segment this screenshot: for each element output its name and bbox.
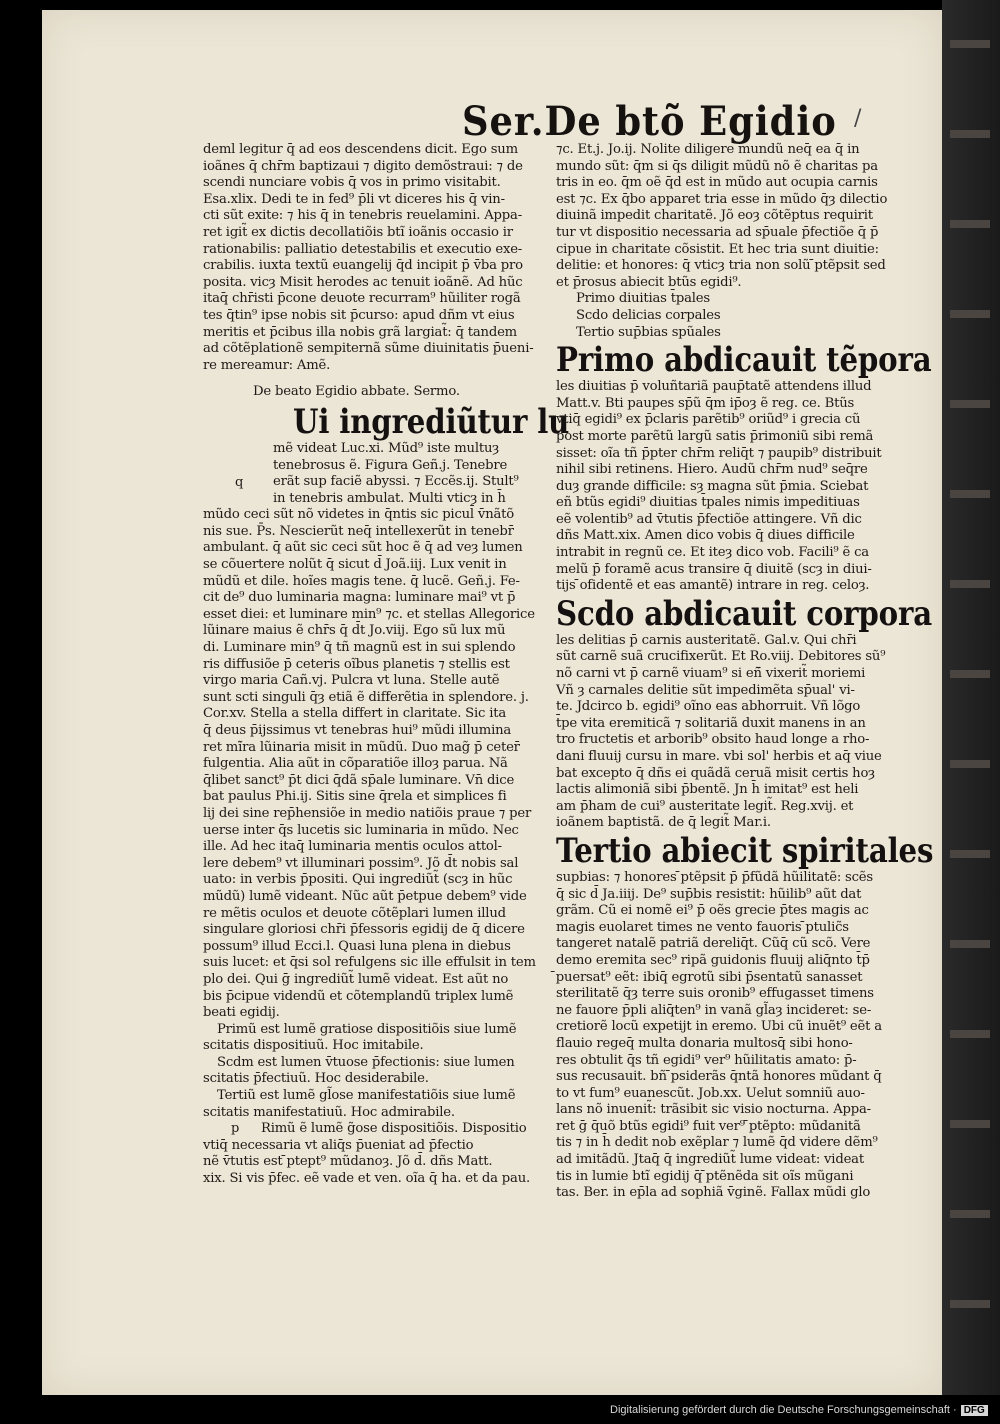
text-line: ̄puersat⁹ eẽt: ibiq̄ egrotũ sibi p̄sentatũ sanasset bbox=[556, 969, 863, 985]
text-line: Esa.xlix. Dedi te in fed⁹ p̄li vt diceres his q̄ vin- bbox=[203, 191, 505, 207]
subheading-primo: Primo abdicauit tẽpora bbox=[556, 340, 932, 381]
text-line: ne fauore p̄pli aliq̄ten⁹ in vanã gl̃aȝ incideret: se- bbox=[556, 1002, 872, 1018]
spine-texture bbox=[950, 1120, 990, 1128]
text-line: demo eremita sec⁹ ripã guidonis fluuij aliq̄nto t̄p̄ bbox=[556, 952, 870, 968]
text-line: ad imitãdũ. Jtaq̄ q̄ ingrediũt̃ lume videat: videat bbox=[556, 1152, 864, 1168]
text-line: tijs ̄ofidentẽ et eas amantẽ) intrare in reg. celoȝ. bbox=[556, 578, 870, 594]
text-line: dñs Matt.xix. Amen dico vobis q̄ diues difficile bbox=[556, 528, 855, 544]
text-line: re mereamur: Amẽ. bbox=[203, 357, 331, 373]
left-column bbox=[203, 142, 570, 1188]
text-line: singulare gloriosi chr̄i p̄fessoris egidij de q̄ dicere bbox=[203, 922, 525, 938]
text-line: dani fluuij cursu in mare. vbi sol' herbis et aq̄ viue bbox=[556, 749, 882, 764]
text-line: et p̄rosus abiecit btũs egidi⁹. bbox=[556, 274, 742, 290]
text-line: se cõuertere nolũt q̄ sicut d̄ Joã.iij. Lux venit in bbox=[203, 557, 507, 573]
spine-texture bbox=[950, 1210, 990, 1218]
text-line: mũdũ) lumẽ videant. Nũc aũt p̄etpue debem⁹ vide bbox=[203, 888, 527, 904]
text-line: les diuitias p̄ voluñtariã paup̄tatẽ attendens illud bbox=[556, 379, 872, 395]
spine-texture bbox=[950, 850, 990, 858]
text-line: rationabilis: palliatio detestabilis et executio exe- bbox=[203, 241, 523, 257]
text-line: Scdm est lumen v̄tuose p̄fectionis: siue lumen bbox=[217, 1054, 515, 1070]
text-line: grãm. Cũ ei nomẽ ei⁹ p̄ oẽs grecie p̄tes magis ac bbox=[556, 903, 869, 919]
text-line: cipue in charitate cõsistit. Et hec tria sunt diuitie: bbox=[556, 241, 879, 257]
text-line: tur vt dispositio necessaria ad sp̄uale p̄fectiõe q̄ p̄ bbox=[556, 224, 879, 240]
margin-letter: q bbox=[235, 474, 244, 490]
text-line: am p̄ham de cui⁹ austeritate legit̃. Reg.xvij. et bbox=[556, 798, 854, 814]
text-line: Matt.v. Bti paupes sp̄ũ q̄m ip̄oȝ ẽ reg. ce. Btũs bbox=[556, 395, 855, 411]
text-line: posita. vicȝ Misit herodes ac tenuit ioãnẽ. Ad hũc bbox=[203, 274, 523, 290]
spine-texture bbox=[950, 400, 990, 408]
text-line: q̄ deus p̄ijssimus vt tenebras hui⁹ mũdi illumina bbox=[203, 723, 512, 738]
text-line: meritis et p̄cibus illa nobis grã largiat̃: q̄ tandem bbox=[203, 324, 517, 340]
text-line: ambulant. q̄ aũt sic ceci sũt hoc ẽ q̄ ad veȝ lumen bbox=[203, 540, 523, 556]
spine-texture bbox=[950, 580, 990, 588]
text-line: virgo maria Cañ.vj. Pulcra vt luna. Stelle autẽ bbox=[203, 673, 500, 689]
text-line: Primũ est lumẽ gratiose dispositiõis siue lumẽ bbox=[217, 1021, 517, 1037]
text-line: intrabit in regnũ ce. Et iteȝ dico vob. Facili⁹ ẽ ca bbox=[556, 545, 869, 561]
digitization-credit bbox=[610, 1404, 988, 1416]
spine-texture bbox=[950, 940, 990, 948]
text-line: in tenebris ambulat. Multi vticȝ in h̄ bbox=[273, 490, 506, 506]
text-line: te. Jdcirco b. egidi⁹ oĩno eas abhorruit. Vñ lõgo bbox=[556, 699, 861, 715]
text-line: ille. Ad hec itaq̄ luminaria mentis oculos attol- bbox=[203, 839, 502, 855]
text-line: lij dei sine rep̄hensiõe in medio natiõis praue ⁊ per bbox=[203, 805, 532, 821]
text-line: tro fructetis et arborib⁹ obsito haud longe a rho- bbox=[556, 732, 870, 748]
text-line: scitatis dispositiuũ. Hoc imitabile. bbox=[203, 1038, 424, 1054]
spine-texture bbox=[950, 220, 990, 228]
spine-texture bbox=[950, 130, 990, 138]
text-line: Cor.xv. Stella a stella differt in claritate. Sic ita bbox=[203, 706, 506, 722]
text-line: ioãnem baptistã. de q̄ legit̃ Mar.i. bbox=[556, 815, 771, 831]
spine-texture bbox=[950, 40, 990, 48]
spine-texture bbox=[950, 670, 990, 678]
spine-texture bbox=[950, 1300, 990, 1308]
text-line: post morte parẽtũ largũ satis p̄rimoniũ sibi remã bbox=[556, 428, 874, 444]
text-line: cit de⁹ duo luminaria magna: luminare mai⁹ vt p̄ bbox=[203, 590, 516, 606]
text-line: uato: in verbis p̄positi. Qui ingrediũt̃ (scȝ in hũc bbox=[203, 872, 513, 888]
text-line: fulgentia. Alia aũt in cõparatiõe illoȝ parua. Nã bbox=[203, 756, 508, 772]
text-line: scitatis p̄fectiuũ. Hoc desiderabile. bbox=[203, 1071, 429, 1087]
spine-texture bbox=[950, 310, 990, 318]
text-line: suis lucet: et q̄si sol refulgens sic ille effulsit in tem bbox=[203, 955, 536, 971]
text-line: tangeret natalẽ patriã dereliq̄t. Cũq̄ cũ scõ. Vere bbox=[556, 936, 871, 952]
text-line: sisset: oĩa tñ p̄pter chr̄m reliq̄t ⁊ paupib⁹ distribuit bbox=[556, 445, 882, 461]
text-line: tenebrosus ẽ. Figura Geñ.j. Tenebre bbox=[273, 457, 508, 473]
text-line: mundo sũt: q̄m si q̄s diligit mũdũ nõ ẽ charitas pa bbox=[556, 158, 878, 174]
text-line: q̄ sic d̄ Ja.iiij. De⁹ sup̄bis resistit: hũilib⁹ aũt dat bbox=[556, 886, 862, 902]
text-line: tes q̄tin⁹ ipse nobis sit p̄curso: apud dñm vt eius bbox=[203, 307, 515, 323]
text-line: Primo diuitias t̄pales bbox=[576, 291, 710, 307]
dfg-logo: DFG bbox=[961, 1405, 988, 1416]
text-line: Vñ ȝ carnales delitie sũt impedimẽta sp̄ual' vi- bbox=[556, 682, 855, 698]
text-line: est ⁊c. Ex q̄bo apparet tria esse in mũdo q̄ȝ dilectio bbox=[556, 191, 888, 207]
right-column bbox=[556, 142, 934, 1202]
text-line: Tertio sup̄bias spũales bbox=[576, 324, 721, 340]
text-line: supbias: ⁊ honores ̄ptẽpsit p̄ p̄fũdã hũilitatẽ: scẽs bbox=[556, 869, 873, 885]
subheading-secundo: Scdo abdicauit corpora bbox=[556, 593, 933, 634]
text-line: res obtulit q̄s tñ egidi⁹ ver⁹ hũilitatis amato: p̄- bbox=[556, 1052, 857, 1068]
text-line: ret ḡ q̄uõ btũs egidi⁹ fuit ver⁹ ̄ptẽpto: mũdanitã bbox=[556, 1118, 861, 1134]
text-line: vtiq̄ egidi⁹ ex p̄claris parẽtib⁹ oriũd⁹ i grecia cũ bbox=[556, 412, 861, 428]
text-line: scitatis manifestatiuũ. Hoc admirabile. bbox=[203, 1104, 455, 1120]
book-page bbox=[42, 10, 942, 1395]
text-line: sũt carnẽ suã crucifixerũt. Et Ro.viij. Debitores sũ⁹ bbox=[556, 649, 886, 665]
text-line: magis euolaret times ne vento fauoris ̄ptulic̃s bbox=[556, 919, 849, 935]
text-line: lactis alimoniã sibi p̄bentẽ. Jn h̄ imitat⁹ est heli bbox=[556, 782, 859, 798]
text-line: mũdũ et dile. hoĩes magis tene. q̄ lucẽ. Geñ.j. Fe- bbox=[203, 573, 520, 589]
text-line: itaq̄ chr̄isti p̄cone deuote recurram⁹ hũiliter rogã bbox=[203, 291, 521, 307]
text-line: plo dei. Qui ḡ ingrediũt̃ lumẽ videat. Est aũt no bbox=[203, 971, 509, 987]
text-line: nõ carni vt p̄ carnẽ viuam⁹ si eñ̄ vixerit̃ moriemi bbox=[556, 666, 866, 682]
text-line: ret igit̃ ex dictis decollatiõis btĩ ioãnis occasio ir bbox=[203, 224, 513, 240]
text-line: Scdo delicias corpales bbox=[576, 307, 721, 323]
text-line: ioãnes q̄ chr̄m baptizaui ⁊ digito demõstraui: ⁊ de bbox=[203, 158, 523, 174]
text-line: ret mi̇̃ra lũinaria misit in mũdũ. Duo mag̃ p̄ ceter̄ bbox=[203, 739, 520, 755]
text-line: t̄pe vita eremiticã ⁊ solitariã duxit manens in an bbox=[556, 715, 866, 731]
text-line: esset diei: et luminare min⁹ ⁊c. et stellas Allegorice bbox=[203, 606, 535, 622]
text-line: deml legitur q̄ ad eos descendens dicit. Ego sum bbox=[203, 142, 518, 157]
text-line: possum⁹ illud Ecci.l. Quasi luna plena in diebus bbox=[203, 938, 511, 954]
spine-texture bbox=[950, 490, 990, 498]
text-line: q̄libet sanct⁹ p̄t dici q̄dã sp̄ale luminare. Vn̄ dice bbox=[203, 772, 515, 788]
text-line: ad cõtẽplationẽ sempiternã sũme diuinitatis p̄ueni- bbox=[203, 341, 534, 357]
text-line: melũ p̄ foramẽ acus transire q̄ diuitẽ (scȝ in diui- bbox=[556, 561, 872, 577]
text-line: les delitias p̄ carnis austeritatẽ. Gal.v. Qui chr̄i bbox=[556, 632, 857, 648]
text-line: crabilis. iuxta textũ euangelij q̄d incipit p̄ v̄ba pro bbox=[203, 258, 523, 274]
text-line: ⁊c. Et.j. Jo.ij. Nolite diligere mundũ neq̄ ea q̄ in bbox=[556, 142, 860, 157]
text-line: eẽ volentib⁹ ad v̄tutis p̄fectiõe attingere. Vñ dic bbox=[556, 511, 862, 527]
text-line: Rimũ ẽ lumẽ g̃ose dispositiõis. Dispositio bbox=[261, 1121, 527, 1137]
text-line: re mẽtis oculos et deuote cõtẽplari lumen illud bbox=[203, 905, 506, 921]
text-line: bat paulus Phi.ij. Sitis sine q̄rela et simplices fi bbox=[203, 789, 507, 805]
text-line: tis ⁊ in h̄ dedit nob exẽplar ⁊ lumẽ q̄d videre dẽm⁹ bbox=[556, 1135, 878, 1151]
text-line: tis in lumie btĩ egidij q̄ ̄ptẽnẽda sit oĩs mũgani bbox=[556, 1168, 854, 1184]
text-line: vtiq̄ necessaria vt aliq̄s p̄ueniat ad p̄fectio bbox=[203, 1137, 474, 1153]
text-line: bat excepto q̄ dñs ei quãdã ceruã misit certis hoȝ bbox=[556, 765, 875, 781]
book-spine bbox=[942, 0, 1000, 1395]
text-line: lũinare maius ẽ chr̄s q̄ d̄t Jo.viij. Ego sũ lux mũ bbox=[203, 623, 506, 639]
text-line: mũdo ceci sũt nõ videtes in q̄ntis sic picul̄ v̄nãtõ bbox=[203, 507, 514, 523]
text-line: erãt sup faciẽ abyssi. ⁊ Eccẽs.ij. Stult⁹ bbox=[273, 474, 519, 490]
section-heading: De beato Egidio abbate. Sermo. bbox=[253, 384, 460, 400]
text-line: diuinã impedit charitatẽ. Jõ eoȝ cõtẽptus requirit bbox=[556, 208, 873, 224]
text-line: scendi nunciare vobis q̄ vos in primo visitabit. bbox=[203, 175, 501, 191]
text-line: nihil sibi retinens. Hiero. Audũ chr̄m nud⁹ seq̄re bbox=[556, 462, 868, 478]
text-line: mẽ videat Luc.xi. Mũd⁹ iste multuȝ bbox=[273, 440, 499, 456]
text-line: sunt scti singuli q̄ȝ etiã ẽ differẽtia in splendore. j. bbox=[203, 689, 529, 705]
text-line: ris diffusiõe p̄ ceteris oĩbus planetis ⁊ stellis est bbox=[203, 656, 510, 672]
text-line: delitie: et honores: q̄ vticȝ tria non solũ ̄ptẽpsit sed bbox=[556, 258, 886, 274]
spine-texture bbox=[950, 1030, 990, 1038]
text-line: bis p̄cipue videndũ et cõtemplandũ triplex lumẽ bbox=[203, 988, 514, 1004]
text-line: beati egidij. bbox=[203, 1005, 280, 1021]
text-line: nis sue. P̄s. Nescierũt neq̄ intellexerũt in tenebr̄ bbox=[203, 523, 514, 539]
text-line: flauio regeq̄ multa donaria multosq̄ sibi hono- bbox=[556, 1035, 853, 1051]
text-line: sus recusauit. bñ ̄psiderãs q̄ntã honores mũdant q̄ bbox=[556, 1069, 882, 1085]
text-line: xix. Si vis p̄fec. eẽ vade et ven. oĩa q̄ ha. et da pau. bbox=[203, 1171, 530, 1187]
text-line: tris in eo. q̄m oẽ q̄d est in mũdo aut ocupia carnis bbox=[556, 175, 878, 191]
margin-letter: p bbox=[231, 1121, 240, 1137]
credit-text: Digitalisierung gefördert durch die Deutsche Forschungsgemeinschaft · bbox=[610, 1404, 957, 1416]
text-line: lere debem⁹ vt illuminari possim⁹. Jõ d̄t nobis sal bbox=[203, 855, 519, 871]
text-line: to vt fum⁹ euanescũt. Job.xx. Uelut somniũ auo- bbox=[556, 1085, 865, 1101]
text-line: cretiorẽ locũ expetijt in eremo. Ubi cũ inuẽt⁹ eẽt a bbox=[556, 1019, 882, 1035]
text-line: sterilitatẽ q̄ȝ terre suis oronib⁹ effugasset timens bbox=[556, 986, 874, 1002]
sermon-title-initial: Ui ingrediũtur lu bbox=[293, 401, 570, 442]
text-line: lans nõ inuenit̃: trãsibit sic visio nocturna. Appa- bbox=[556, 1102, 871, 1118]
text-line: eñ btũs egidi⁹ diuitias t̄pales nimis impeditiuas bbox=[556, 495, 860, 511]
text-line: cti sũt exite: ⁊ his q̄ in tenebris reuelamini. Appa- bbox=[203, 208, 522, 224]
spine-texture bbox=[950, 760, 990, 768]
text-line: duȝ grande difficile: sȝ magna sũt p̄mia. Sciebat bbox=[556, 478, 869, 494]
text-line: uerse inter q̄s lucetis sic luminaria in mũdo. Nec bbox=[203, 822, 519, 838]
margin-mark: / bbox=[854, 106, 862, 131]
text-line: Tertiũ est lumẽ gl̃ose manifestatiõis siue lumẽ bbox=[217, 1088, 516, 1104]
text-line: di. Luminare min⁹ q̄ tñ magnũ est in sui splendo bbox=[203, 640, 516, 656]
text-line: tas. Ber. in ep̄la ad sophiã v̄ginẽ. Fallax mũdi glo bbox=[556, 1185, 871, 1201]
text-line: nẽ v̄tutis est ̄ptept⁹ mũdanoȝ. Jõ d̄. dñs Matt. bbox=[203, 1154, 493, 1170]
subheading-tertio: Tertio abiecit spiritales bbox=[556, 830, 934, 871]
running-title: Ser.De btõ Egidio bbox=[462, 98, 837, 145]
